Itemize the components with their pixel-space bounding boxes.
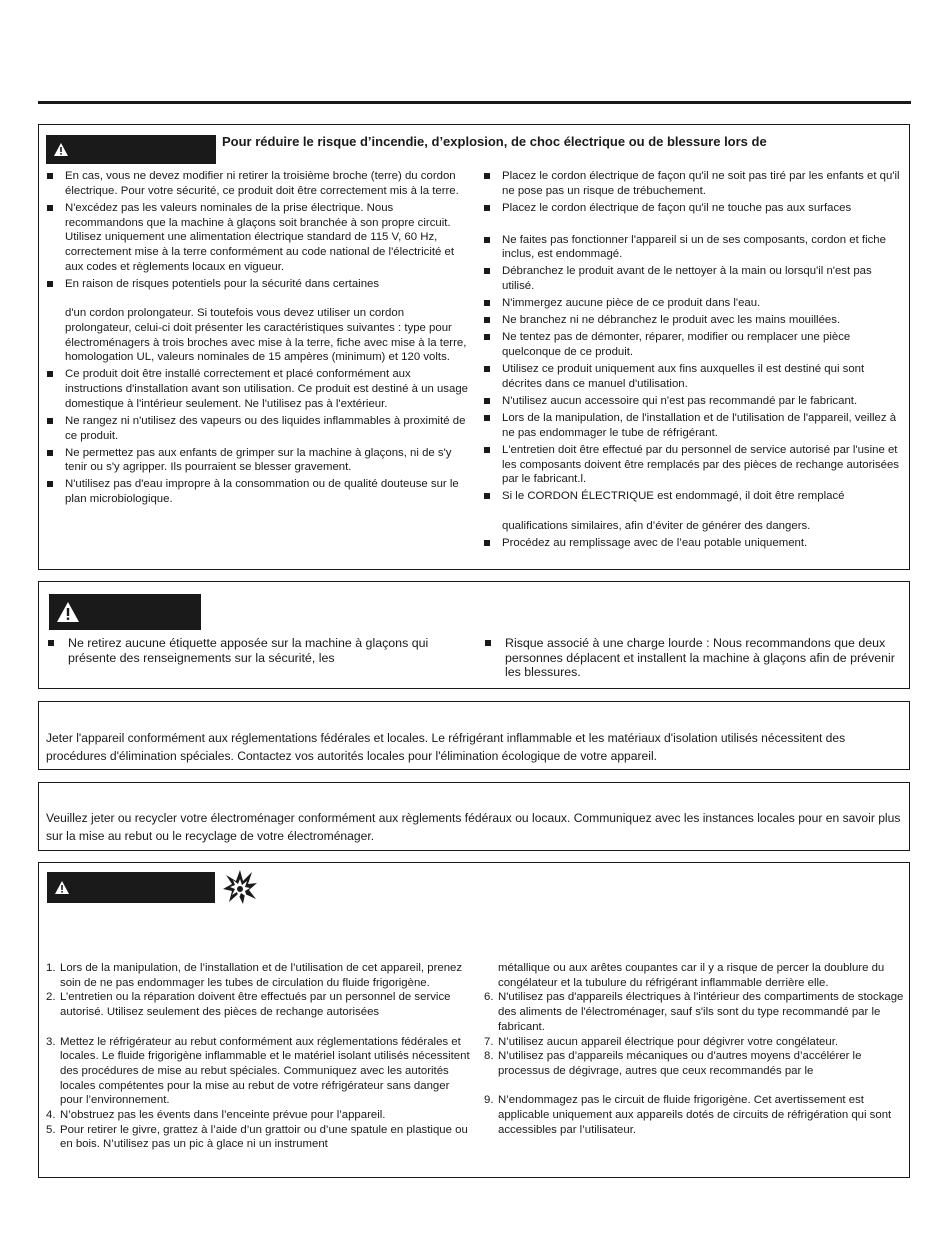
item-number: 4. [46, 1109, 56, 1122]
list-item-text: L'entretien doit être effectué par du personnel de service autorisé par l'usine et les composants doivent être remplacés par des pièces de rechange autorisées par le fabricant.l. [502, 443, 899, 486]
list-item-text: N'utilisez aucun accessoire qui n'est pas recommandé par le fabricant. [502, 394, 858, 407]
explosion-icon [222, 869, 258, 905]
list-item-text: Risque associé à une charge lourde : Nous recommandons que deux personnes déplacent et installent la machine à glaçons afin de prévenir les blessures. [505, 636, 895, 680]
bullet-square-icon [47, 281, 53, 287]
warning-box-safety [38, 124, 910, 570]
list-item [46, 477, 471, 506]
warning-box-flammable [38, 862, 910, 1178]
labels-left-column [47, 636, 447, 668]
list-item [483, 489, 903, 533]
numbered-item-text: L’entretien ou la réparation doivent être effectués par un personnel de service autorisé. Utilisez seulement des pièces de rechange autorisées [60, 991, 451, 1019]
numbered-item [484, 1035, 904, 1050]
list-item-text: Ne faites pas fonctionner l'appareil si un de ses composants, cordon et fiche inclus, est endommagé. [502, 233, 886, 261]
bullet-square-icon [47, 418, 53, 424]
bullet-square-icon [484, 398, 490, 404]
list-item-continuation: qualifications similaires, afin d’éviter de générer des dangers. [502, 519, 811, 532]
bullet-square-icon [47, 481, 53, 487]
bullet-square-icon [484, 415, 490, 421]
item-number: 8. [484, 1050, 494, 1063]
numbered-item [484, 961, 904, 990]
list-item [483, 362, 903, 391]
list-item [46, 277, 471, 365]
list-item [483, 411, 903, 440]
list-item [483, 330, 903, 359]
bullet-square-icon [47, 173, 53, 179]
bullet-square-icon [484, 237, 490, 243]
list-item-text: Ne tentez pas de démonter, réparer, modifier ou remplacer une pièce quelconque de ce produit. [502, 331, 851, 359]
bullet-square-icon [484, 447, 490, 453]
labels-right-column [484, 636, 909, 682]
list-item-text: Débranchez le produit avant de le nettoyer à la main ou lorsqu'il n'est pas utilisé. [502, 265, 872, 293]
list-item [46, 367, 471, 411]
safety-headline: Pour réduire le risque d’incendie, d’explosion, de choc électrique ou de blessure lors de [222, 134, 767, 149]
list-item [46, 446, 471, 475]
list-item-text: Ne branchez ni ne débranchez le produit avec les mains mouillées. [502, 314, 841, 327]
bullet-square-icon [47, 450, 53, 456]
list-item [483, 443, 903, 487]
list-item [483, 313, 903, 328]
bullet-square-icon [485, 640, 491, 646]
list-item [483, 536, 903, 551]
numbered-item [46, 961, 471, 990]
list-item-text: Ne rangez ni n'utilisez des vapeurs ou des liquides inflammables à proximité de ce produit. [65, 414, 466, 442]
item-number: 5. [46, 1123, 56, 1136]
list-item [483, 233, 903, 262]
item-number: 6. [484, 991, 494, 1004]
warning-banner [49, 594, 201, 630]
numbered-item-text: N'utilisez pas d'appareils électriques à l'intérieur des compartiments de stockage des aliments de l'électroménager, sauf s'ils sont du type recommandé par le fabricant. [498, 991, 904, 1033]
list-item-text: N'utilisez pas d'eau impropre à la consommation ou de qualité douteuse sur le plan microbiologique. [65, 478, 459, 506]
flammable-left-column [46, 961, 471, 1152]
list-item [483, 201, 903, 230]
list-item [483, 264, 903, 293]
bullet-square-icon [484, 334, 490, 340]
list-item-text: Lors de la manipulation, de l'installation et de l'utilisation de l'appareil, veillez à ne pas endommager le tube de réfrigérant. [502, 412, 897, 439]
item-number: 9. [484, 1094, 494, 1107]
flammable-right-column [484, 961, 904, 1137]
bullet-square-icon [484, 173, 490, 179]
item-number: 1. [46, 962, 56, 974]
list-item-text: Ne retirez aucune étiquette apposée sur la machine à glaçons qui présente des renseignements sur la sécurité, les [68, 636, 429, 665]
bullet-square-icon [484, 317, 490, 323]
safety-left-column [46, 169, 471, 509]
list-item [46, 414, 471, 443]
list-item-text: N'excédez pas les valeurs nominales de la prise électrique. Nous recommandons que la machine à glaçons soit branchée à son propre circuit. Utilisez uniquement une alimentation électrique standard de 115 V, 60 Hz, correctement mise à la terre conformément au code national de l'électricité et aux codes et règlements locaux en vigueur. [65, 201, 455, 273]
list-item [46, 169, 471, 198]
numbered-item-text: Pour retirer le givre, grattez à l’aide d’un grattoir ou d’une spatule en plastique ou en bois. N’utilisez pas un pic à glace ni un instrument [60, 1123, 468, 1151]
disposal-refrigerant-text: Jeter l'appareil conformément aux réglementations fédérales et locales. Le réfrigérant inflammable et les matériaux d'isolation utilisés nécessitent des procédures d'élimination spéciales. Contactez vos autorités locales pour l'élimination écologique de votre appareil. [46, 731, 846, 763]
numbered-item [484, 1049, 904, 1093]
list-item [47, 636, 447, 665]
bullet-square-icon [484, 540, 490, 546]
numbered-item-text: N’obstruez pas les évents dans l’enceinte prévue pour l’appareil. [60, 1109, 386, 1122]
bullet-square-icon [484, 300, 490, 306]
numbered-item-text: Mettez le réfrigérateur au rebut conformément aux réglementations fédérales et locales. Le fluide frigorigène inflammable et le matériel isolant utilisés nécessitent des procédures de mise au rebut spéciales. Communiquez avec les autorités locales compétentes pour la mise au rebut de votre réfrigérateur sans danger pour l’environnement. [60, 1035, 470, 1107]
warning-box-labels [38, 581, 910, 689]
item-number: 2. [46, 991, 56, 1004]
safety-right-column [483, 169, 903, 553]
numbered-item-text: métallique ou aux arêtes coupantes car il y a risque de percer la doublure du congélateur et la tubulure du réfrigérant inflammable derrière elle. [498, 962, 885, 989]
list-item-text: N'immergez aucune pièce de ce produit dans l'eau. [502, 297, 761, 310]
bullet-square-icon [484, 366, 490, 372]
numbered-item [46, 1123, 471, 1152]
bullet-square-icon [484, 493, 490, 499]
numbered-item-text: N’endommagez pas le circuit de fluide frigorigène. Cet avertissement est applicable uniquement aux appareils dotés de circuits de réfrigération qui sont accessibles par l’utilisateur. [498, 1094, 892, 1136]
warning-triangle-icon [57, 602, 79, 622]
list-item-continuation: d'un cordon prolongateur. Si toutefois vous devez utiliser un cordon prolongateur, celui-ci doit présenter les caractéristiques suivantes : type pour électroménagers à trois broches avec mise à la terre, fiche avec mise à la terre, homologation UL, valeurs nominales de 15 ampères (minimum) et 120 volts. [65, 307, 467, 364]
bullet-square-icon [484, 268, 490, 274]
list-item [483, 394, 903, 409]
list-item-text: Procédez au remplissage avec de l’eau potable uniquement. [502, 536, 808, 549]
bullet-square-icon [484, 205, 490, 211]
list-item-text: Placez le cordon électrique de façon qu'il ne touche pas aux surfaces [502, 201, 852, 214]
list-item [483, 169, 903, 198]
list-item [484, 636, 909, 680]
list-item [46, 201, 471, 275]
numbered-item [484, 1093, 904, 1137]
warning-triangle-icon [54, 143, 68, 156]
bullet-square-icon [47, 371, 53, 377]
list-item-text: Si le CORDON ÉLECTRIQUE est endommagé, il doit être remplacé [502, 490, 845, 503]
numbered-item [46, 1035, 471, 1109]
item-number: 3. [46, 1035, 56, 1048]
numbered-item-text: N’utilisez pas d’appareils mécaniques ou d’autres moyens d’accélérer le processus de dégivrage, autres que ceux recommandés par le [498, 1050, 862, 1077]
bullet-square-icon [48, 640, 54, 646]
warning-triangle-icon [55, 881, 69, 894]
numbered-item [46, 990, 471, 1034]
list-item-text: Utilisez ce produit uniquement aux fins auxquelles il est destiné qui sont décrites dans ce manuel d'utilisation. [502, 363, 865, 390]
list-item [483, 296, 903, 311]
list-item-text: Ne permettez pas aux enfants de grimper sur la machine à glaçons, ni de s'y tenir ou s'y agripper. Ils pourraient se blesser gravement. [65, 446, 452, 474]
bullet-square-icon [47, 205, 53, 211]
numbered-item [484, 990, 904, 1034]
list-item-text: Placez le cordon électrique de façon qu'il ne soit pas tiré par les enfants et qu'il ne pose pas un risque de trébuchement. [502, 170, 900, 197]
numbered-item [46, 1108, 471, 1123]
numbered-item-text: N’utilisez aucun appareil électrique pour dégivrer votre congélateur. [498, 1035, 839, 1048]
list-item-text: Ce produit doit être installé correctement et placé conformément aux instructions d'installation avant son utilisation. Ce produit est destiné à un usage domestique à l'intérieur seulement. Ne l'utilisez pas à l'extérieur. [65, 368, 468, 410]
warning-banner [46, 135, 216, 164]
numbered-item-text: Lors de la manipulation, de l’installation et de l’utilisation de cet appareil, prenez soin de ne pas endommager les tubes de circulation du fluide frigorigène. [60, 962, 463, 989]
disposal-recycle-text: Veuillez jeter ou recycler votre électroménager conformément aux règlements fédéraux ou locaux. Communiquez avec les instances locales pour en savoir plus sur la mise au rebut ou le recyclage de votre électroménager. [46, 811, 901, 843]
top-rule [38, 101, 911, 104]
list-item-text: En cas, vous ne devez modifier ni retirer la troisième broche (terre) du cordon électrique. Pour votre sécurité, ce produit doit être correctement mis à la terre. [65, 170, 459, 197]
list-item-text: En raison de risques potentiels pour la sécurité dans certaines [65, 277, 380, 290]
item-number: 7. [484, 1035, 494, 1048]
warning-banner [47, 872, 215, 903]
